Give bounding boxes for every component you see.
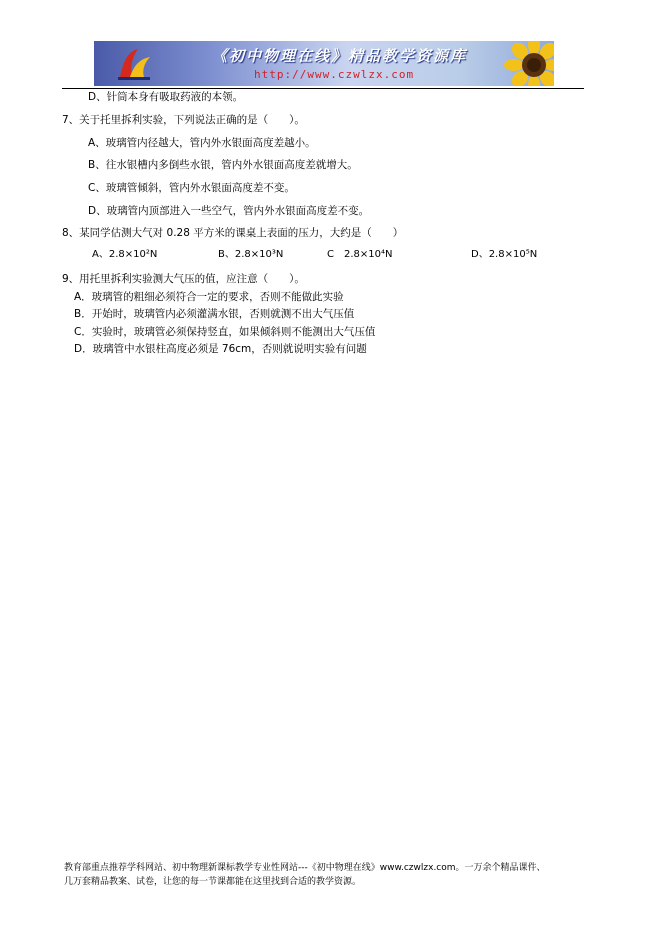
site-logo-icon (116, 47, 152, 81)
q9-option-a: A．玻璃管的粗细必须符合一定的要求，否则不能做此实验 (74, 291, 344, 303)
q7-option-b: B、往水银槽内多倒些水银，管内外水银面高度差就增大。 (88, 159, 358, 171)
q9-option-d: D．玻璃管中水银柱高度必须是 76cm，否则就说明实验有问题 (74, 343, 367, 355)
q7-option-c: C、玻璃管倾斜，管内外水银面高度差不变。 (88, 182, 295, 194)
banner-title: 《初中物理在线》精品教学资源库 (212, 47, 468, 65)
q7-option-d: D、玻璃管内顶部进入一些空气，管内外水银面高度差不变。 (88, 205, 370, 217)
sunflower-icon (494, 41, 554, 86)
q9-option-b: B．开始时，玻璃管内必须灌满水银，否则就测不出大气压值 (74, 308, 355, 320)
q8-option-b: B、2.8×10³N (218, 249, 284, 260)
option-d-previous: D、针筒本身有吸取药液的本领。 (88, 91, 244, 103)
q9-option-c: C．实验时，玻璃管必须保持竖直，如果倾斜则不能测出大气压值 (74, 326, 376, 338)
header-banner (94, 41, 554, 86)
header-rule (62, 88, 584, 89)
q8-stem: 8、某同学估测大气对 0.28 平方米的课桌上表面的压力，大约是（ ） (62, 227, 404, 239)
q8-option-c: C 2.8×10⁴N (327, 249, 393, 260)
q8-option-a: A、2.8×10²N (92, 249, 158, 260)
footer-line-1: 教育部重点推荐学科网站、初中物理新课标教学专业性网站---《初中物理在线》www.czwlzx.com。一万余个精品课件、 (64, 863, 546, 873)
q7-option-a: A、玻璃管内径越大，管内外水银面高度差越小。 (88, 137, 316, 149)
q9-stem: 9、用托里拆利实验测大气压的值，应注意（ ）。 (62, 273, 305, 285)
q8-option-d: D、2.8×10⁵N (471, 249, 538, 260)
q7-stem: 7、关于托里拆利实验，下列说法正确的是（ ）。 (62, 114, 305, 126)
footer-line-2: 几万套精品教案、试卷，让您的每一节课都能在这里找到合适的教学资源。 (64, 877, 362, 887)
banner-url: http://www.czwlzx.com (254, 68, 415, 81)
